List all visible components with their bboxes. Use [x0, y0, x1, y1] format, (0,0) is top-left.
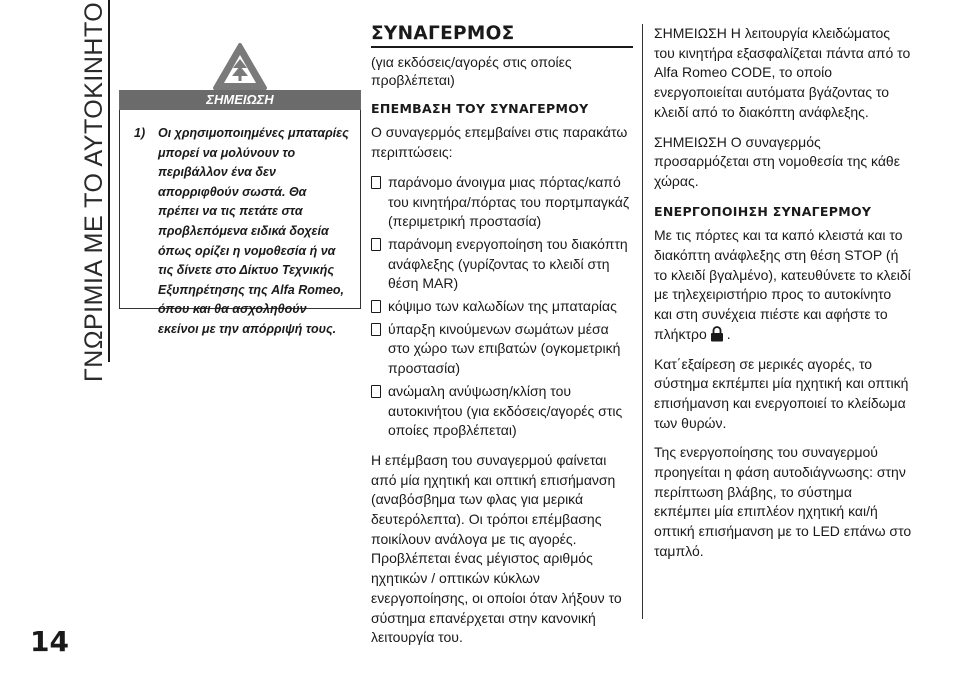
trigger-list: [371, 173, 631, 441]
checkbox-bullet-icon: [371, 300, 381, 313]
activation-text-end: .: [726, 325, 731, 342]
list-item: [371, 382, 631, 441]
list-item-text: ύπαρξη κινούμενων σωμάτων μέσα στο χώρο των επιβατών (ογκομετρική προστασία): [388, 320, 621, 377]
checkbox-bullet-icon: [371, 238, 381, 251]
alarm-description-paragraph: Η επέμβαση του συναγερμού φαίνεται από μία ηχητική και οπτική επισήμανση (αναβόσβημα των φλας για μερικά δευτερόλεπτα). Οι τρόποι επέμβασης ποικίλουν ανάλογα με τις αγορές. Προβλέπεται ένας μέγιστος αριθμός ηχητικών / οπτικών κύκλων ενεργοποίησης, οι οποίοι όταν λήξουν το σύστημα επανέρχεται στην κανονική λειτουργία του.: [371, 451, 622, 646]
checkbox-bullet-icon: [371, 323, 381, 336]
note-header: ΣΗΜΕΙΩΣΗ: [119, 90, 361, 110]
chapter-title-text: ΓΝΩΡΙΜΙΑ ΜΕ ΤΟ ΑΥΤΟΚΙΝΗΤΟ: [80, 1, 108, 382]
exception-paragraph: Κατ΄εξαίρεση σε μερικές αγορές, το σύστημα εκπέμπει μία ηχητική και οπτική επισήμανση και ενεργοποιεί το κλείδωμα των θυρών.: [654, 355, 909, 431]
list-item: [371, 320, 631, 379]
padlock-icon: [710, 326, 724, 342]
note-box: [119, 110, 361, 336]
checkbox-bullet-icon: [371, 385, 381, 398]
title-underline: [371, 46, 633, 48]
note-text: Οι χρησιμοποιημένες μπαταρίες μπορεί να μολύνουν το περιβάλλον ένα δεν απορριφθούν σωστά. Θα πρέπει να τις πετάτε στα προβλεπόμενα ειδικά δοχεία όπως ορίζει η νομοθεσία ή να τις δίνετε στο Δίκτυο Τεχνικής Εξυπηρέτησης της Alfa Romeo, όπου και θα ασχοληθούν εκείνοι με την απόρριψή τους.: [158, 126, 349, 336]
page-number: 14: [30, 625, 69, 658]
note-content: [134, 124, 350, 340]
legislation-note-paragraph: ΣΗΜΕΙΩΣΗ Ο συναγερμός προσαρμόζεται στη νομοθεσία της κάθε χώρας.: [654, 133, 900, 189]
activation-paragraph: [654, 226, 912, 344]
intro-paragraph: Ο συναγερμός επεμβαίνει στις παρακάτω περιπτώσεις:: [371, 124, 628, 161]
alarm-activation-heading: ΕΝΕΡΓΟΠΟΙΗΣΗ ΣΥΝΑΓΕΡΜΟΥ: [654, 203, 872, 219]
self-diagnosis-paragraph: Της ενεργοποίησης του συναγερμού προηγείται η φάση αυτοδιάγνωσης: στην περίπτωση βλάβης, το σύστημα εκπέμπει μία επιπλέον ηχητική και/ή οπτική επισήμανση με το LED επάνω στο ταμπλό.: [654, 444, 912, 559]
list-item: [371, 173, 631, 232]
activation-text: Με τις πόρτες και τα καπό κλειστά και το διακόπτη ανάφλεξης στη θέση STOP (ή το κλειδί βγαλμένο), κατευθύνετε το κλειδί με τηλεχειριστήριο προς το αυτοκίνητο και στη συνέχεια πιέστε και αφήστε το πλήκτρο: [654, 227, 911, 342]
note-number: 1): [134, 126, 146, 140]
list-item-text: παράνομο άνοιγμα μιας πόρτας/καπό του κινητήρα/πόρτας του πορτμπαγκάζ (περιμετρική προστασία): [388, 173, 630, 230]
chapter-divider: [108, 0, 110, 362]
warning-triangle-icon: [212, 42, 268, 92]
column-divider: [642, 24, 643, 619]
warning-icon-wrap: [120, 42, 360, 97]
checkbox-bullet-icon: [371, 176, 381, 189]
column-alarm-activation: [654, 24, 912, 572]
list-item-text: παράνομη ενεργοποίηση του διακόπτη ανάφλεξης (γυρίζοντας το κλειδί στη θέση MAR): [388, 235, 628, 292]
list-item: [371, 297, 631, 317]
list-item-text: ανώμαλη ανύψωση/κλίση του αυτοκινήτου (για εκδόσεις/αγορές στις οποίες προβλέπεται): [388, 382, 623, 439]
list-item-text: κόψιμο των καλωδίων της μπαταρίας: [388, 298, 617, 315]
section-subtitle: (για εκδόσεις/αγορές στις οποίες προβλέπεται): [371, 53, 572, 88]
alarm-trigger-heading: ΕΠΕΜΒΑΣΗ ΤΟΥ ΣΥΝΑΓΕΡΜΟΥ: [371, 100, 589, 116]
column-alarm-intro: [371, 24, 631, 658]
section-title: ΣΥΝΑΓΕΡΜΟΣ: [371, 23, 515, 44]
list-item: [371, 235, 631, 294]
code-note-paragraph: ΣΗΜΕΙΩΣΗ Η λειτουργία κλειδώματος του κινητήρα εξασφαλίζεται πάντα από το Alfa Romeo CODE, το οποίο ενεργοποιείται αυτόματα βγάζοντας το κλειδί από το διακόπτη ανάφλεξης.: [654, 25, 911, 120]
